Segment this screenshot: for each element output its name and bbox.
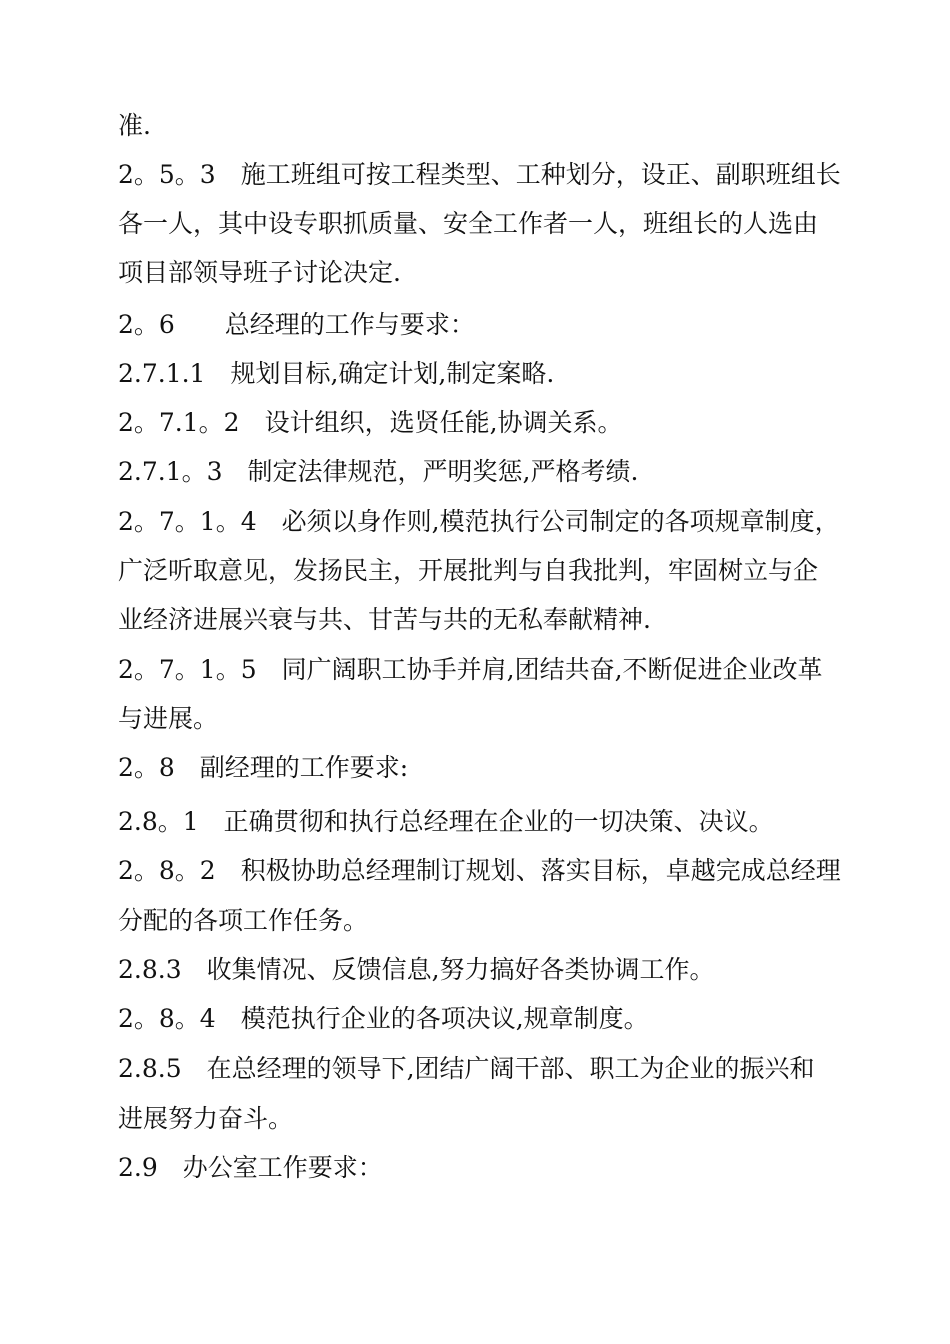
- text-line: 2。8。4 模范执行企业的各项决议,规章制度。: [118, 1004, 649, 1033]
- text-line: 2.7.1.1 规划目标,确定计划,制定案略.: [118, 359, 555, 388]
- text-line: 2。7.1。2 设计组织，选贤任能,协调关系。: [118, 408, 623, 437]
- section-heading: 2。6 总经理的工作与要求：: [118, 310, 475, 339]
- text-line: 2.7.1。3 制定法律规范，严明奖惩,严格考绩.: [118, 457, 639, 486]
- text-line: 项目部领导班子讨论决定.: [118, 258, 401, 287]
- section-heading: 2。8 副经理的工作要求:: [118, 753, 409, 782]
- text-line: 2。8。2 积极协助总经理制订规划、落实目标，卓越完成总经理: [118, 856, 841, 885]
- text-line: 2.8.3 收集情况、反馈信息,努力搞好各类协调工作。: [118, 955, 715, 984]
- text-line: 业经济进展兴衰与共、甘苦与共的无私奉献精神.: [118, 605, 651, 634]
- text-line: 与进展。: [118, 704, 219, 733]
- section-heading: 2.9 办公室工作要求：: [118, 1153, 383, 1182]
- text-line: 2。7。1。5 同广阔职工协手并肩,团结共奋,不断促进企业改革: [118, 655, 823, 684]
- text-line: 分配的各项工作任务。: [118, 906, 369, 935]
- text-line: 准.: [118, 111, 151, 140]
- text-line: 各一人，其中设专职抓质量、安全工作者一人，班组长的人选由: [118, 209, 819, 238]
- text-line: 进展努力奋斗。: [118, 1104, 294, 1133]
- text-line: 广泛听取意见，发扬民主，开展批判与自我批判，牢固树立与企: [118, 556, 819, 585]
- text-line: 2.8。1 正确贯彻和执行总经理在企业的一切决策、决议。: [118, 807, 774, 836]
- text-line: 2。7。1。4 必须以身作则,模范执行公司制定的各项规章制度，: [118, 507, 840, 536]
- text-line: 2。5。3 施工班组可按工程类型、工种划分，设正、副职班组长: [118, 160, 841, 189]
- text-line: 2.8.5 在总经理的领导下,团结广阔干部、职工为企业的振兴和: [118, 1054, 815, 1083]
